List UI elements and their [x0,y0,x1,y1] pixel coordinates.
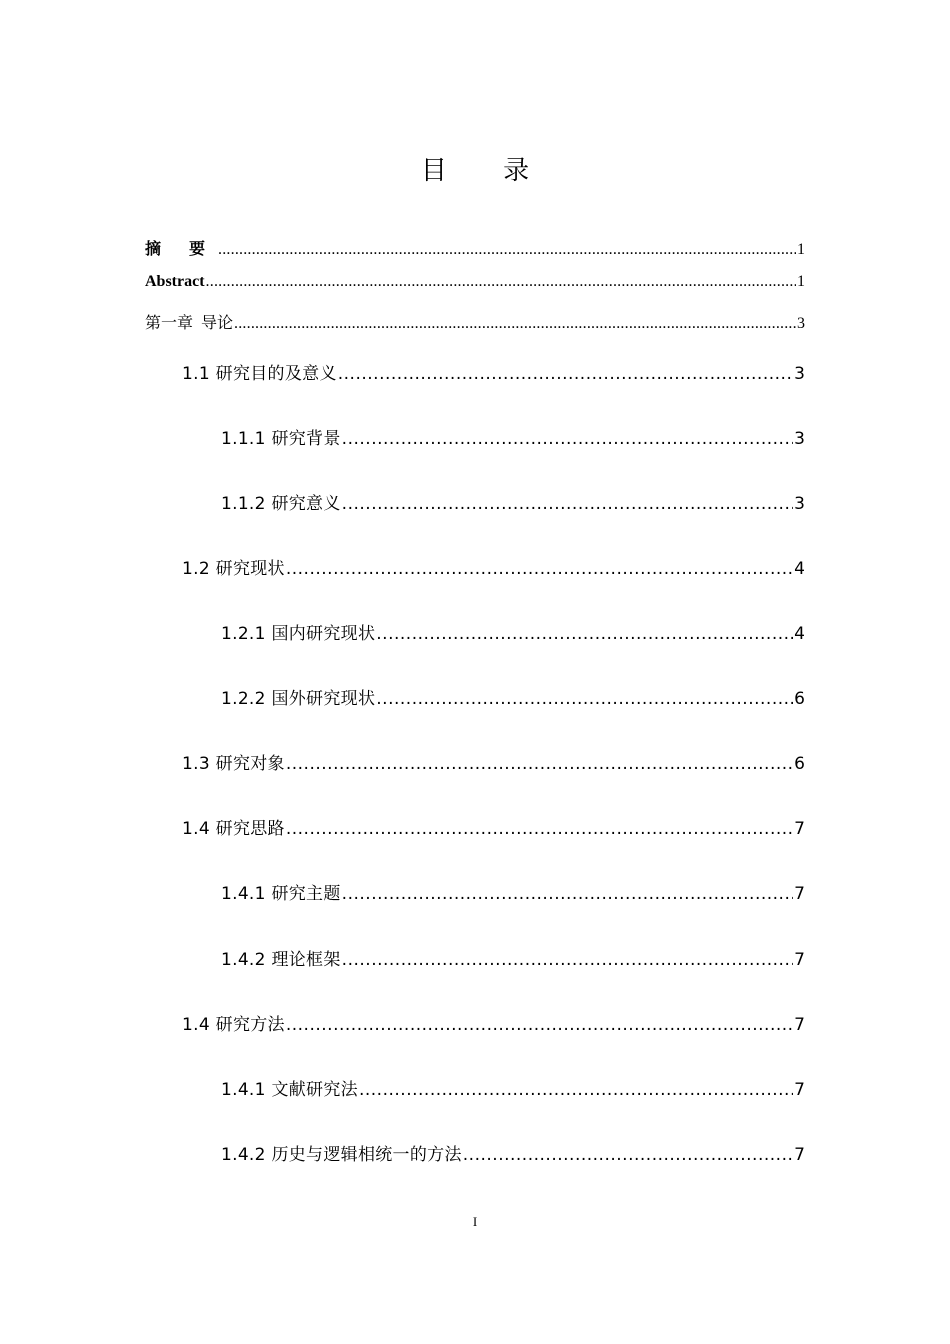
toc-entry-1-2-1[interactable] [221,619,805,644]
toc-entry-abstract-en[interactable] [145,273,805,291]
toc-page: 6 [794,754,805,774]
toc-entry-1-1[interactable] [182,359,805,384]
toc-leader [376,624,793,644]
toc-page: 7 [794,884,805,904]
toc-leader [463,1145,793,1165]
toc-page: 4 [794,624,805,644]
toc-entry-1-4-b[interactable] [182,1010,805,1035]
toc-page: 7 [794,1080,805,1100]
toc-page: 1 [797,241,805,258]
toc-entry-1-2-2[interactable] [221,684,805,709]
toc-entry-1-4-1-a[interactable] [221,879,805,904]
toc-label: 摘 要 [145,241,218,258]
toc-label: 1.4.1 研究主题 [221,884,341,904]
toc-leader [234,315,796,333]
toc-label: 1.2.2 国外研究现状 [221,689,376,709]
toc-leader [286,1015,793,1035]
toc-label: 1.1.1 研究背景 [221,429,341,449]
toc-label: 1.4 研究方法 [182,1015,285,1035]
toc-leader [338,364,793,384]
toc-entry-1-4-a[interactable] [182,814,805,839]
toc-label: 1.4 研究思路 [182,819,285,839]
toc-entry-1-4-2-b[interactable] [221,1140,805,1165]
toc-entry-chapter-1[interactable] [145,310,805,333]
toc-entry-1-3[interactable] [182,749,805,774]
toc-entry-abstract-cn[interactable] [145,236,805,259]
toc-label: 1.3 研究对象 [182,754,285,774]
toc-leader [342,494,794,514]
toc-entry-1-4-2-a[interactable] [221,945,805,970]
toc-page: 3 [794,429,805,449]
toc-page: 3 [797,315,805,332]
toc-leader [342,950,794,970]
toc-page: 3 [794,494,805,514]
toc-label: 1.4.2 理论框架 [221,950,341,970]
toc-page: 1 [797,273,805,290]
toc-leader [359,1080,793,1100]
toc-entry-1-2[interactable] [182,554,805,579]
toc-leader [286,559,793,579]
toc-label: 1.2 研究现状 [182,559,285,579]
toc-leader [218,241,796,259]
toc-page: 7 [794,950,805,970]
toc-leader [342,429,794,449]
toc-page: 7 [794,1015,805,1035]
toc-page: 7 [794,1145,805,1165]
toc-leader [342,884,794,904]
toc-label: 1.4.1 文献研究法 [221,1080,358,1100]
toc-entry-1-4-1-b[interactable] [221,1075,805,1100]
toc-label: 1.2.1 国内研究现状 [221,624,376,644]
toc-page: 4 [794,559,805,579]
toc-entry-1-1-1[interactable] [221,424,805,449]
toc-leader [376,689,793,709]
toc-entry-1-1-2[interactable] [221,489,805,514]
toc-label: 1.1.2 研究意义 [221,494,341,514]
toc-page: 6 [794,689,805,709]
toc-label: 第一章 导论 [145,315,234,332]
toc-leader [286,819,793,839]
toc-page: 3 [794,364,805,384]
toc-label: 1.4.2 历史与逻辑相统一的方法 [221,1145,462,1165]
toc-page: 7 [794,819,805,839]
footer-page-number: I [472,1214,478,1229]
page-title: 目 录 [420,156,554,186]
toc-label: Abstract [145,273,205,290]
toc-leader [286,754,793,774]
toc-leader [206,273,796,291]
toc-label: 1.1 研究目的及意义 [182,364,337,384]
